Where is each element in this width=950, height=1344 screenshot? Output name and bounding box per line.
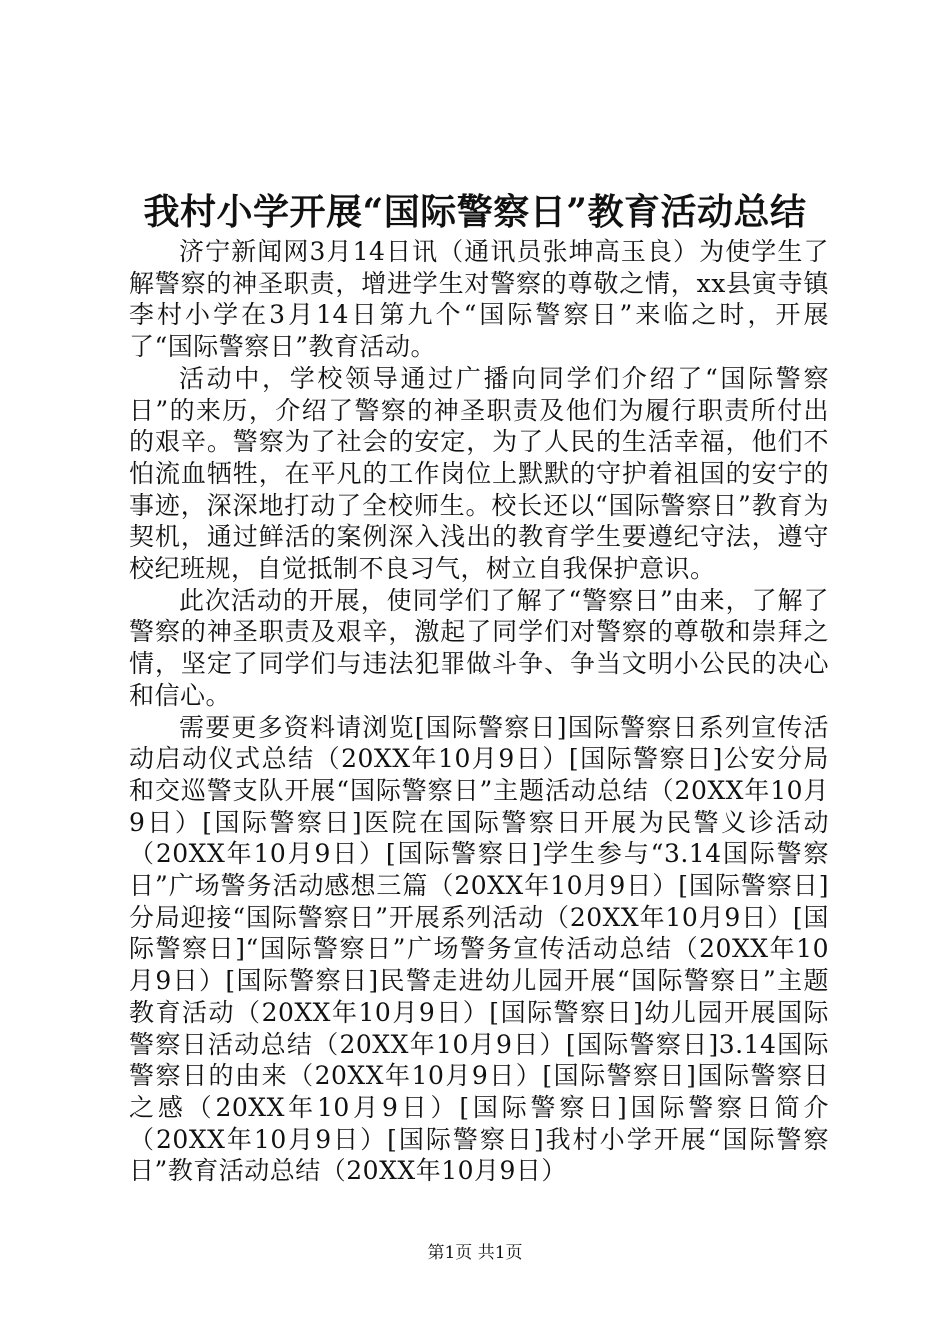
document-body <box>129 236 829 1187</box>
paragraph-related-links: 需要更多资料请浏览[国际警察日]国际警察日系列宣传活动启动仪式总结（20XX年10月9日）[国际警察日]公安分局和交巡警支队开展“国际警察日”主题活动总结（20XX年10月9日）[国际警察日]医院在国际警察日开展为民警义诊活动（20XX年10月9日）[国际警察日]学生参与“3.14国际警察日”广场警务活动感想三篇（20XX年10月9日）[国际警察日]分局迎接“国际警察日”开展系列活动（20XX年10月9日）[国际警察日]“国际警察日”广场警务宣传活动总结（20XX年10月9日）[国际警察日]民警走进幼儿园开展“国际警察日”主题教育活动（20XX年10月9日）[国际警察日]幼儿园开展国际警察日活动总结（20XX年10月9日）[国际警察日]3.14国际警察日的由来（20XX年10月9日）[国际警察日]国际警察日之感（20XX年10月9日）[国际警察日]国际警察日简介（20XX年10月9日）[国际警察日]我村小学开展“国际警察日”教育活动总结（20XX年10月9日） <box>129 712 829 1186</box>
paragraph-intro: 济宁新闻网3月14日讯（通讯员张坤高玉良）为使学生了解警察的神圣职责，增进学生对警察的尊敬之情，xx县寅寺镇李村小学在3月14日第九个“国际警察日”来临之时，开展了“国际警察日”教育活动。 <box>129 237 829 362</box>
paragraph-activity: 活动中，学校领导通过广播向同学们介绍了“国际警察日”的来历，介绍了警察的神圣职责及他们为履行职责所付出的艰辛。警察为了社会的安定，为了人民的生活幸福，他们不怕流血牺牲，在平凡的工作岗位上默默的守护着祖国的安宁的事迹，深深地打动了全校师生。校长还以“国际警察日”教育为契机，通过鲜活的案例深入浅出的教育学生要遵纪守法，遵守校纪班规，自觉抵制不良习气，树立自我保护意识。 <box>129 363 829 584</box>
page-footer: 第1页 共1页 <box>427 1243 523 1263</box>
paragraph-outcome: 此次活动的开展，使同学们了解了“警察日”由来，了解了警察的神圣职责及艰辛，激起了同学们对警察的尊敬和崇拜之情，坚定了同学们与违法犯罪做斗争、争当文明小公民的决心和信心。 <box>129 585 829 710</box>
document-title: 我村小学开展“国际警察日”教育活动总结 <box>143 191 807 233</box>
